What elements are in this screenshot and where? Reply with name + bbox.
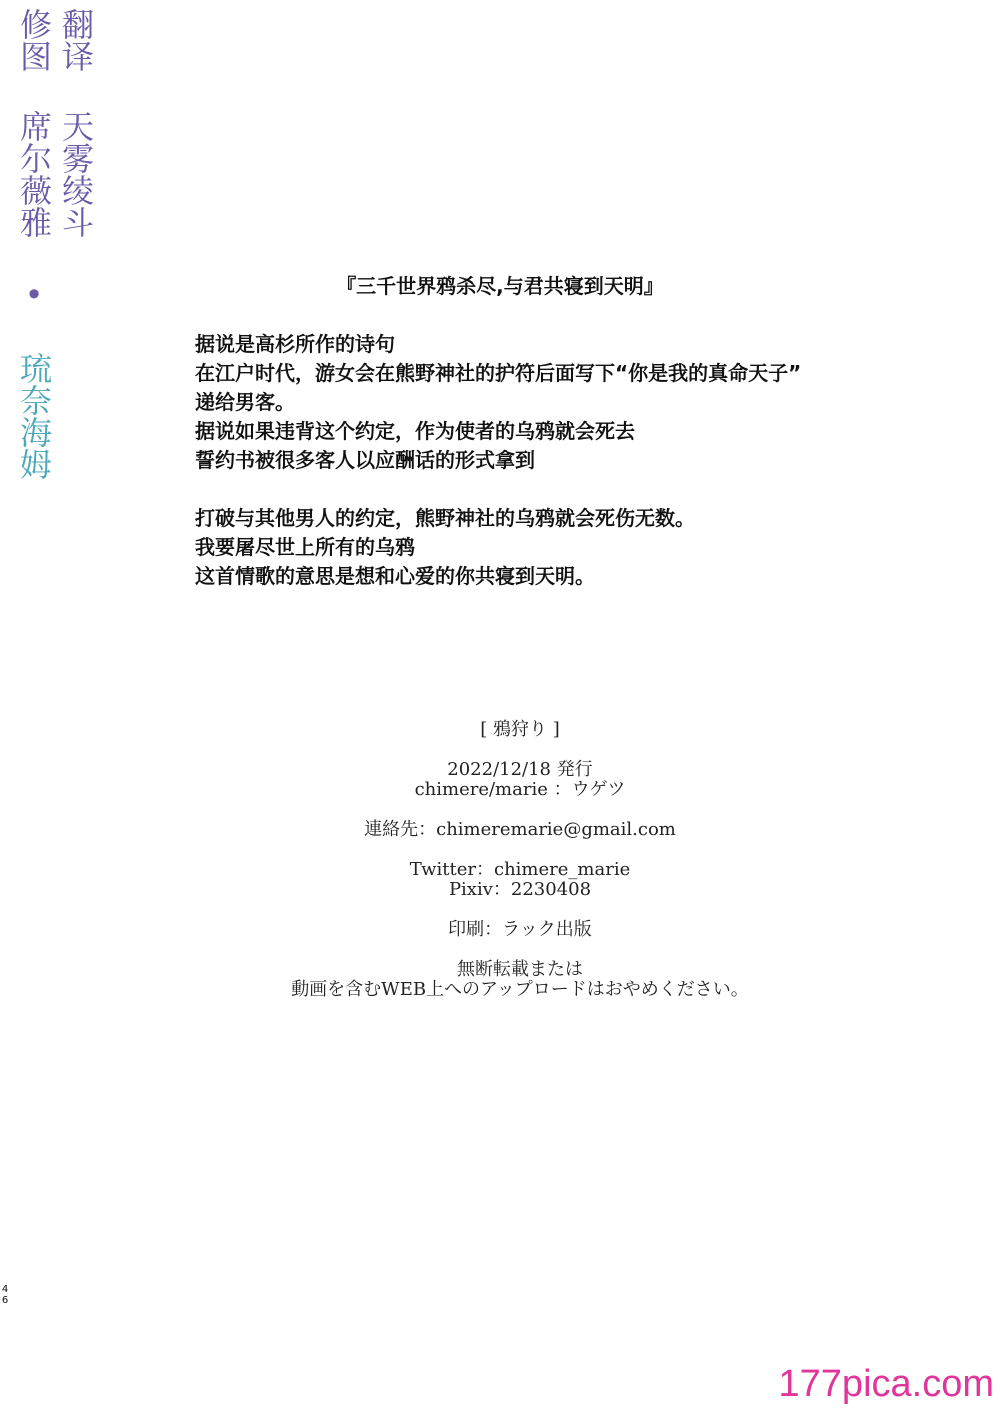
notice-line-1: 無断転載または — [457, 959, 583, 980]
poem-line: 我要屠尽世上所有的乌鸦 — [195, 535, 415, 559]
poem-body — [195, 330, 975, 591]
page-number: 46 — [1, 1284, 9, 1306]
colophon-gap — [0, 840, 1000, 860]
contact-email: 連絡先：chimeremarie@gmail.com — [364, 819, 676, 840]
credits-translate — [56, 8, 96, 238]
printer: 印刷：ラック出版 — [448, 919, 592, 940]
watermark: 177pica.com — [778, 1363, 994, 1405]
credits-edit — [14, 8, 54, 480]
poem-line: 据说是高杉所作的诗句 — [195, 332, 395, 356]
poem-title: 『三千世界鸦杀尽,与君共寝到天明』 — [336, 274, 664, 298]
edit-label: 修图 — [15, 8, 53, 72]
twitter-handle: Twitter：chimere_marie — [409, 859, 631, 880]
colophon-gap — [0, 740, 1000, 760]
colophon-gap — [0, 800, 1000, 820]
pixiv-id: Pixiv：2230408 — [448, 879, 592, 900]
poem-line: 打破与其他男人的约定，熊野神社的乌鸦就会死伤无数。 — [195, 506, 695, 530]
poem-line: 据说如果违背这个约定，作为使者的乌鸦就会死去 — [195, 419, 635, 443]
author: chimere/marie ：ウゲツ — [414, 779, 626, 800]
translate-name: 天雾绫斗 — [57, 110, 95, 238]
colophon — [0, 720, 1000, 1000]
poem-line: 这首情歌的意思是想和心爱的你共寝到天明。 — [195, 564, 595, 588]
publish-date: 2022/12/18 発行 — [447, 759, 593, 780]
edit-dot: • — [15, 276, 53, 314]
notice-line-2: 動画を含むWEB上へのアップロードはおやめください。 — [291, 979, 749, 1000]
poem-line: 递给男客。 — [195, 390, 295, 414]
poem-line: 在江户时代，游女会在熊野神社的护符后面写下“你是我的真命天子” — [195, 361, 802, 385]
poem-line: 誓约书被很多客人以应酬话的形式拿到 — [195, 448, 535, 472]
book-title: [ 鴉狩り ] — [480, 719, 560, 740]
colophon-gap — [0, 900, 1000, 920]
colophon-gap — [0, 940, 1000, 960]
translate-label: 翻译 — [57, 8, 95, 72]
edit-name: 席尔薇雅 — [15, 110, 53, 238]
edit-name-2: 琉奈海姆 — [15, 352, 53, 480]
poem-paragraph-gap — [195, 475, 975, 504]
